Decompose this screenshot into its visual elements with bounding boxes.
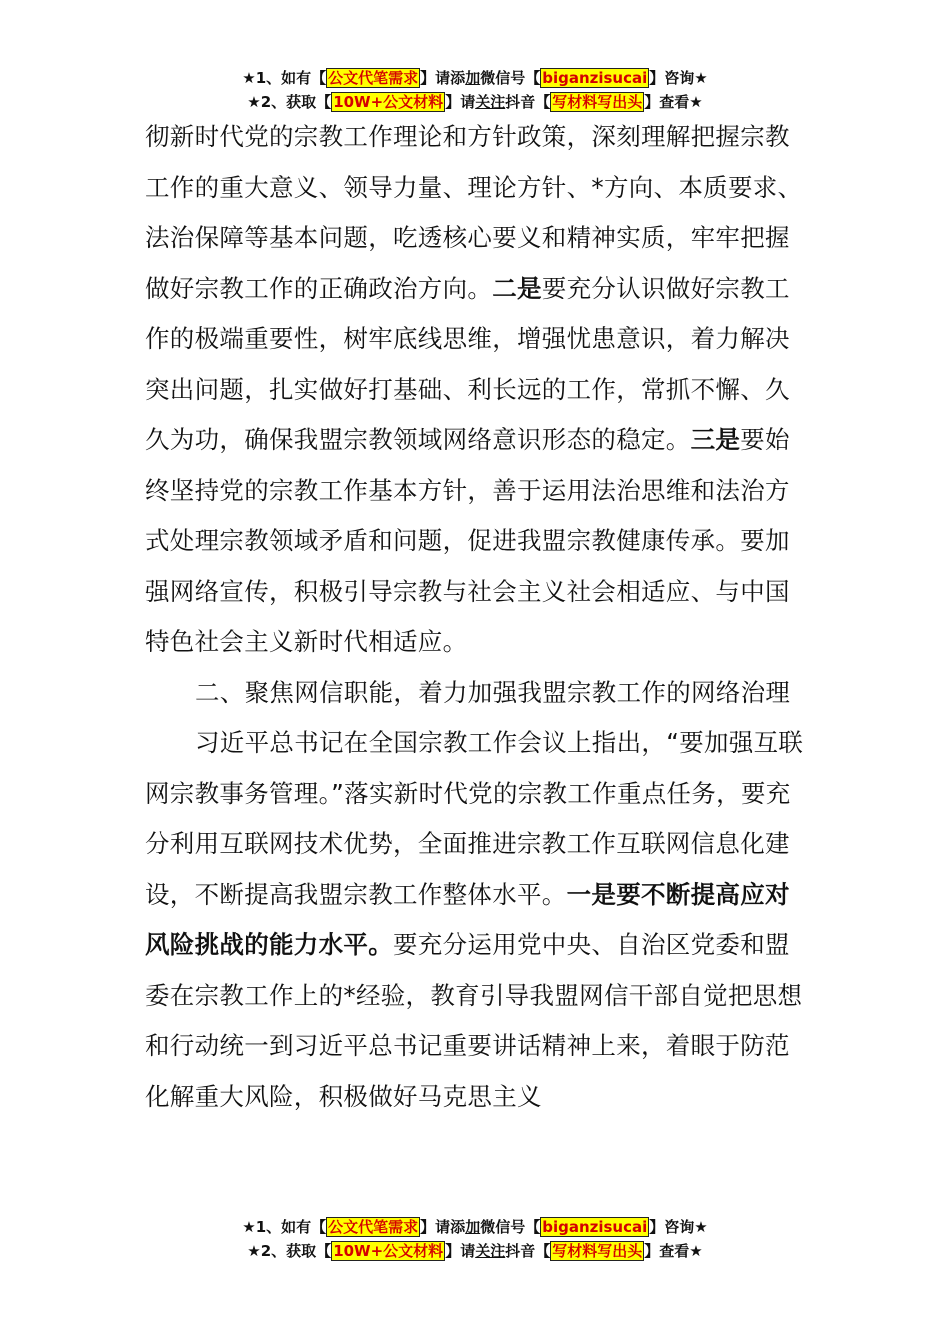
paragraph-1: 彻新时代党的宗教工作理论和方针政策，深刻理解把握宗教工作的重大意义、领导力量、理论方针、*方向、本质要求、法治保障等基本问题，吃透核心要义和精神实质，牢牢把握做好宗教工作的正确政治方向。二是要充分认识做好宗教工作的极端重要性，树牢底线思维，增强忧患意识，着力解决突出问题，扎实做好打基础、利长远的工作，常抓不懈、久久为功，确保我盟宗教领域网络意识形态的稳定。三是要始终坚持党的宗教工作基本方针，善于运用法治思维和法治方式处理宗教领域矛盾和问题，促进我盟宗教健康传承。要加强网络宣传，积极引导宗教与社会主义社会相适应、与中国特色社会主义新时代相适应。 [145,122,803,656]
footer-banner [0,1215,950,1263]
banner-text: ★2、获取【 [247,1242,332,1260]
banner-text: 抖音【 [505,93,551,111]
banner-underlined: 加 [465,1218,481,1236]
bold-marker: 一是要不断提高应对风险挑战的能力水平。 [145,879,790,959]
highlight-service: 公文代笔需求 [328,69,419,87]
banner-text: 微信号【 [480,69,541,87]
banner-text: ★2、获取【 [247,93,332,111]
banner-text: 】查看★ [644,1242,703,1260]
banner-text: 】请 [445,1242,476,1260]
highlight-materials: 10W+公文材料 [333,93,444,111]
banner-text: ★1、如有【 [242,1218,327,1236]
highlight-materials: 10W+公文材料 [333,1242,444,1260]
banner-underlined: 关注 [475,1242,506,1260]
banner-text: 微信号【 [480,1218,541,1236]
bold-marker: 二是 [492,273,542,303]
banner-text: 】请添 [420,1218,466,1236]
highlight-douyin-id: 写材料写出头 [552,1242,643,1260]
highlight-wechat-id: biganzisucai [542,1218,648,1236]
highlight-douyin-id: 写材料写出头 [552,93,643,111]
banner-underlined: 加 [465,69,481,87]
paragraph-2: 习近平总书记在全国宗教工作会议上指出，“要加强互联网宗教事务管理。”落实新时代党的宗教工作重点任务，要充分利用互联网技术优势，全面推进宗教工作互联网信息化建设，不断提高我盟宗教工作整体水平。一是要不断提高应对风险挑战的能力水平。要充分运用党中央、自治区党委和盟委在宗教工作上的*经验，教育引导我盟网信干部自觉把思想和行动统一到习近平总书记重要讲话精神上来，着眼于防范化解重大风险，积极做好马克思主义 [145,728,804,1111]
banner-underlined: 关注 [475,93,506,111]
bold-marker: 三是 [690,425,741,454]
banner-text: 】请 [445,93,476,111]
document-body [145,112,805,1122]
banner-text: 】查看★ [644,93,703,111]
banner-text: 】请添 [420,69,466,87]
banner-text: 】咨询★ [649,69,708,87]
banner-line-2 [0,1239,950,1263]
section-heading-2: 二、聚焦网信职能，着力加强我盟宗教工作的网络治理 [195,677,791,707]
header-banner [0,66,950,114]
banner-line-1 [0,66,950,90]
banner-line-2 [0,90,950,114]
banner-text: 抖音【 [505,1242,551,1260]
banner-text: 】咨询★ [649,1218,708,1236]
banner-line-1 [0,1215,950,1239]
highlight-service: 公文代笔需求 [328,1218,419,1236]
banner-text: ★1、如有【 [242,69,327,87]
highlight-wechat-id: biganzisucai [542,69,648,87]
